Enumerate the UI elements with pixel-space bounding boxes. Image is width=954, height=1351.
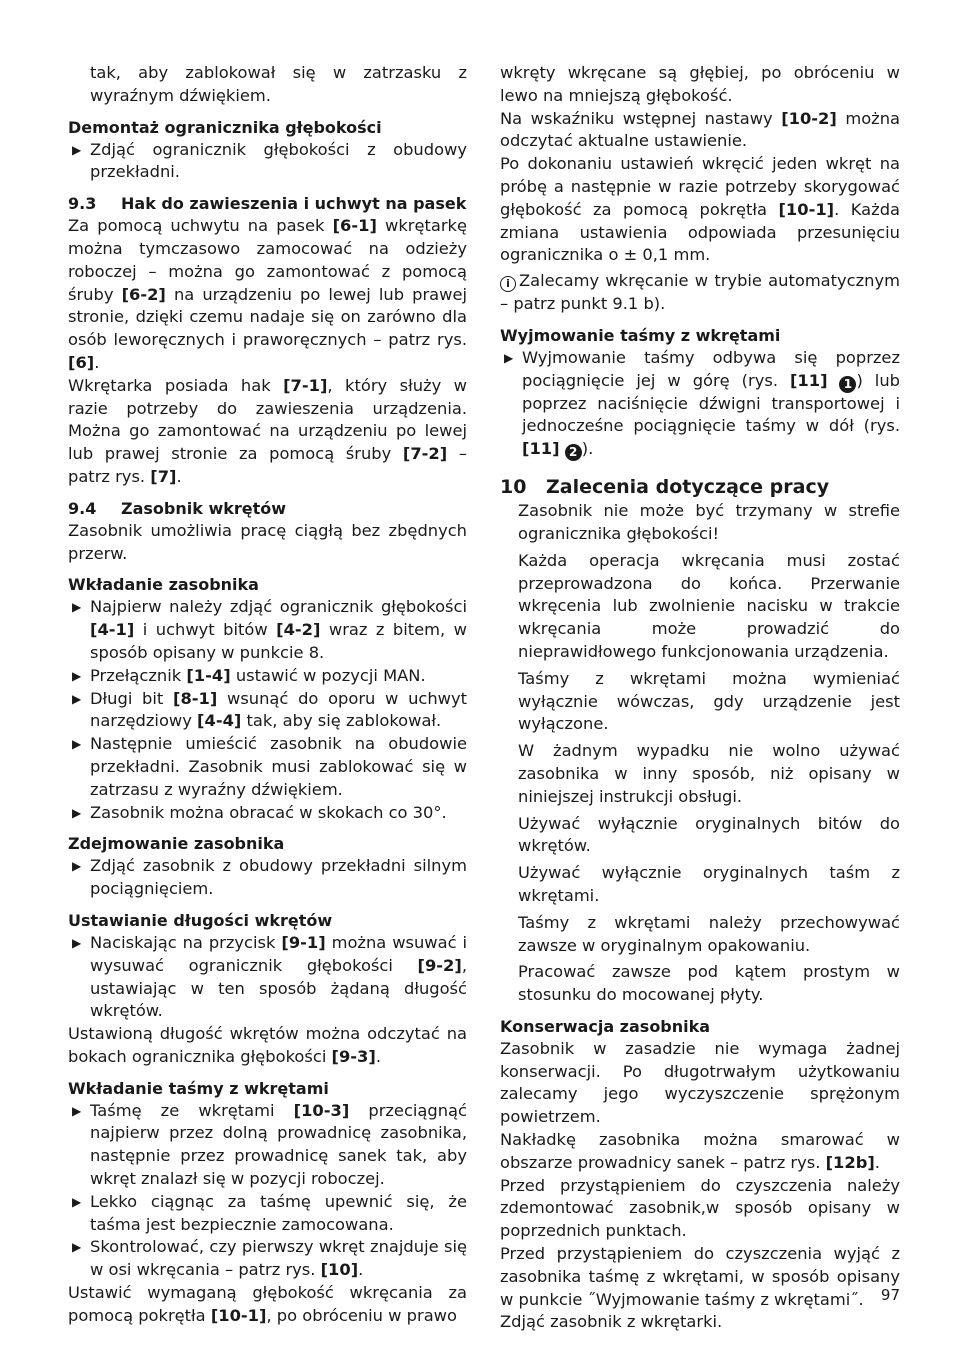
list-item-text: Zdjąć zasobnik z obudowy przekładni silnym pociągnięciem.: [90, 856, 467, 899]
list-item: [68, 1191, 467, 1237]
heading-zdejmowanie: Zdejmowanie zasobnika: [68, 834, 285, 854]
paragraph: Na wskaźniku wstępnej nastawy [10-2] można odczytać aktualne ustawienie.: [500, 108, 900, 151]
list-wyjmowanie: [500, 347, 900, 461]
section-title: Zasobnik wkrętów: [121, 498, 287, 518]
arrow-bullet-icon: ▶: [72, 737, 82, 752]
right-column: [500, 62, 900, 1334]
info-note-text: Zalecamy wkręcanie w trybie automatycznym – patrz punkt 9.1 b).: [500, 271, 900, 313]
list-ustawianie: [68, 932, 467, 1023]
paragraph: W żadnym wypadku nie wolno używać zasobnika w inny sposób, niż opisany w niniejszej instrukcji obsługi.: [518, 741, 900, 806]
paragraph: Nakładkę zasobnika można smarować w obszarze prowadnicy sanek – patrz rys. [12b].: [500, 1130, 900, 1172]
list-item: [68, 855, 467, 901]
arrow-bullet-icon: ▶: [72, 691, 82, 706]
list-item-text: Zdjąć ogranicznik głębokości z obudowy przekładni.: [90, 139, 467, 182]
arrow-bullet-icon: ▶: [504, 350, 514, 365]
paragraph: wkręty wkręcane są głębiej, po obróceniu w lewo na mniejszą głębokość.: [500, 63, 900, 105]
info-icon: i: [500, 276, 516, 292]
number-1-icon: 1: [839, 376, 856, 393]
list-item: [68, 1236, 467, 1282]
list-zdejmowanie: [68, 855, 467, 901]
section-number: 9.3: [68, 194, 97, 214]
paragraph: Zdjąć zasobnik z wkrętarki.: [500, 1312, 723, 1332]
list-item: [68, 1100, 467, 1191]
arrow-bullet-icon: ▶: [72, 600, 82, 615]
left-column: [68, 62, 467, 1328]
heading-tasma: Wkładanie taśmy z wkrętami: [68, 1078, 329, 1098]
paragraph: Za pomocą uchwytu na pasek [6-1] wkrętarkę można tymczasowo zamocować na odzieży roboczej – można go zamontować z pomocą śruby [6-2] na urządzeniu po lewej lub prawej stronie, dzięki czemu nadaje się on zarówno dla osób leworęcznych i praworęcznych – patrz rys. [6].: [68, 216, 467, 372]
section-heading-10: [500, 474, 900, 500]
list-item: [500, 347, 900, 461]
list-item: [68, 733, 467, 801]
arrow-bullet-icon: ▶: [72, 1240, 82, 1255]
list-item-text: Naciskając na przycisk [9-1] można wsuwać i wysuwać ogranicznik głębokości [9-2], ustawiając w ten sposób żądaną długość wkrętów.: [90, 932, 468, 1021]
list-item-text: Długi bit [8-1] wsunąć do oporu w uchwyt narzędziowy [4-4] tak, aby się zablokował.: [90, 688, 467, 731]
paragraph: Zasobnik nie może być trzymany w strefie ogranicznika głębokości!: [518, 501, 900, 543]
heading-wkladanie: Wkładanie zasobnika: [68, 575, 259, 595]
arrow-bullet-icon: ▶: [72, 859, 82, 874]
heading-demontaz: Demontaż ogranicznika głębokości: [68, 117, 382, 137]
heading-konserwacja: Konserwacja zasobnika: [500, 1016, 711, 1036]
list-item: [68, 932, 467, 1023]
list-item-text-c: ).: [581, 439, 594, 459]
list-wkladanie: [68, 596, 467, 824]
arrow-bullet-icon: ▶: [72, 805, 82, 820]
list-item-text: Skontrolować, czy pierwszy wkręt znajduje się w osi wkręcania – patrz rys. [10].: [90, 1237, 467, 1280]
paragraph: Po dokonaniu ustawień wkręcić jeden wkręt na próbę a następnie w razie potrzeby skorygować głębokość za pomocą pokrętła [10-1]. Każda zmiana ustawienia odpowiada przesunięciu ogranicznika o ± 0,1 mm.: [500, 154, 901, 265]
list-item-text-a: Wyjmowanie taśmy odbywa się poprzez pociągnięcie jej w górę (rys. [11]: [522, 347, 900, 390]
section-number: 10: [500, 476, 527, 499]
heading-wyjmowanie: Wyjmowanie taśmy z wkrętami: [500, 325, 781, 345]
list-item: [68, 688, 467, 734]
paragraph: Przed przystąpieniem do czyszczenia należy zdemontować zasobnik,w sposób opisany w poprzednich punktach.: [500, 1175, 900, 1241]
list-item: [68, 802, 467, 825]
list-item-text-b: ) lub poprzez naciśnięcie dźwigni transportowej i jednocześne pociągnięcie taśmy w dół (rys. [11]: [522, 370, 900, 459]
arrow-bullet-icon: ▶: [72, 1103, 82, 1118]
list-item-text: Zasobnik można obracać w skokach co 30°.: [90, 802, 447, 822]
paragraph: Każda operacja wkręcania musi zostać przeprowadzona do końca. Przerwanie wkręcenia lub zwolnienie nacisku w trakcie wkręcania może prowadzić do nieprawidłowego funkcjonowania urządzenia.: [518, 550, 900, 661]
section-title: Zalecenia dotyczące pracy: [546, 476, 830, 499]
list-item-text: Lekko ciągnąc za taśmę upewnić się, że taśma jest bezpiecznie zamocowana.: [90, 1191, 467, 1234]
section-heading-9-3: [68, 193, 467, 215]
paragraph: Taśmy z wkrętami można wymieniać wyłącznie wówczas, gdy urządzenie jest wyłączone.: [518, 668, 900, 734]
arrow-bullet-icon: ▶: [72, 142, 82, 157]
list-tasma: [68, 1100, 467, 1282]
paragraph: tak, aby zablokował się w zatrzasku z wyraźnym dźwiękiem.: [90, 63, 467, 105]
arrow-bullet-icon: ▶: [72, 1194, 82, 1209]
paragraph: Używać wyłącznie oryginalnych bitów do wkrętów.: [518, 813, 900, 856]
arrow-bullet-icon: ▶: [72, 668, 82, 683]
paragraph: Taśmy z wkrętami należy przechowywać zawsze w oryginalnym opakowaniu.: [518, 912, 900, 955]
list-demontaz: [68, 139, 467, 185]
section-heading-9-4: [68, 498, 467, 520]
paragraph: Zasobnik w zasadzie nie wymaga żadnej konserwacji. Po długotrwałym użytkowaniu zalecamy jego wyczyszczenie sprężonym powietrzem.: [500, 1038, 900, 1127]
number-2-icon: 2: [565, 444, 582, 461]
paragraph: Pracować zawsze pod kątem prostym w stosunku do mocowanej płyty.: [518, 962, 900, 1005]
page-number: 97: [880, 1286, 900, 1304]
list-item-text: Następnie umieścić zasobnik na obudowie przekładni. Zasobnik musi zablokować się w zatrzasu z wyraźny dźwiękiem.: [90, 734, 467, 799]
list-item: [68, 596, 467, 664]
list-item-text: Najpierw należy zdjąć ogranicznik głębokości [4-1] i uchwyt bitów [4-2] wraz z bitem, w sposób opisany w punkcie 8.: [90, 597, 467, 662]
paragraph: Ustawioną długość wkrętów można odczytać na bokach ogranicznika głębokości [9-3].: [68, 1024, 467, 1066]
section-title: Hak do zawieszenia i uchwyt na pasek: [121, 194, 467, 214]
paragraph: Wkrętarka posiada hak [7-1], który służy w razie potrzeby do zawieszenia urządzenia. Można go zamontować na urządzeniu po lewej lub prawej stronie za pomocą śruby [7-2] – patrz rys. [7].: [68, 375, 467, 486]
paragraph: Przed przystąpieniem do czyszczenia wyjąć z zasobnika taśmę z wkrętami, w sposób opisany w punkcie ˝Wyjmowanie taśmy z wkrętami˝.: [500, 1244, 900, 1309]
list-item: [68, 139, 467, 185]
list-item-text: Przełącznik [1-4] ustawić w pozycji MAN.: [90, 665, 426, 685]
list-item-text: Taśmę ze wkrętami [10-3] przeciągnąć najpierw przez dolną prowadnicę zasobnika, następnie przez prowadnicę sanek tak, aby wkręt znalazł się w pozycji roboczej.: [90, 1100, 467, 1189]
heading-ustawianie: Ustawianie długości wkrętów: [68, 910, 333, 930]
section-number: 9.4: [68, 498, 97, 518]
list-item: [68, 665, 467, 688]
paragraph: Ustawić wymaganą głębokość wkręcania za pomocą pokrętła [10-1], po obróceniu w prawo: [68, 1283, 467, 1325]
paragraph: Używać wyłącznie oryginalnych taśm z wkrętami.: [518, 863, 900, 905]
paragraph: Zasobnik umożliwia pracę ciągłą bez zbędnych przerw.: [68, 520, 467, 563]
arrow-bullet-icon: ▶: [72, 935, 82, 950]
info-note: [500, 270, 900, 316]
